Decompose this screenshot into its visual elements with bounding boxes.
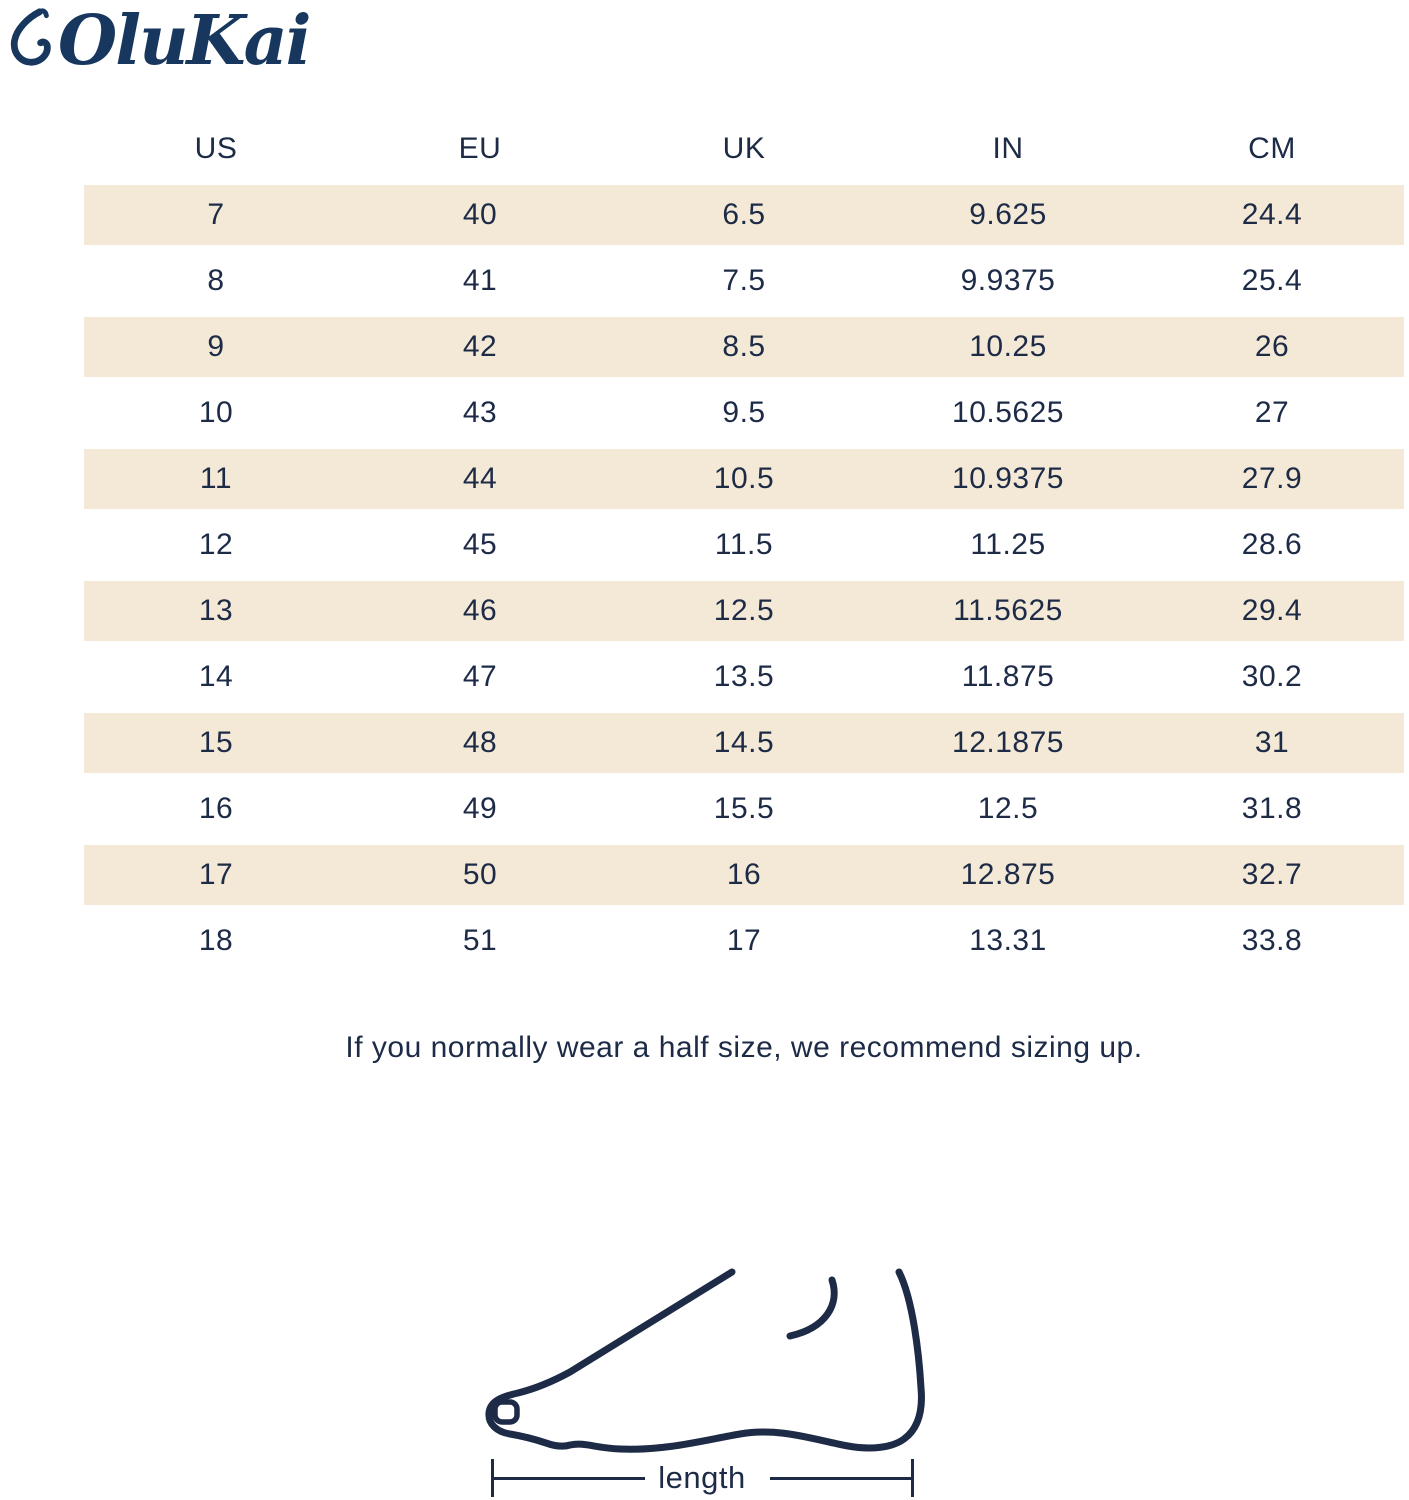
table-cell: 12 <box>198 528 234 561</box>
table-cell: 17 <box>198 858 234 891</box>
column-header-in: IN <box>992 132 1024 165</box>
table-cell: 12.5 <box>977 792 1039 825</box>
size-table <box>84 116 1404 974</box>
table-cell: 11.25 <box>970 528 1046 561</box>
table-row <box>84 578 1404 644</box>
table-cell: 14.5 <box>713 726 775 759</box>
table-cell: 9.625 <box>969 198 1047 231</box>
table-cell: 43 <box>462 396 498 429</box>
table-cell: 30.2 <box>1241 660 1303 693</box>
table-cell: 45 <box>462 528 498 561</box>
table-cell: 10 <box>198 396 234 429</box>
table-cell: 48 <box>462 726 498 759</box>
table-cell: 49 <box>462 792 498 825</box>
table-cell: 46 <box>462 594 498 627</box>
table-cell: 13.5 <box>713 660 775 693</box>
table-cell: 9.5 <box>722 396 766 429</box>
table-cell: 24.4 <box>1241 198 1303 231</box>
ankle-line <box>790 1280 834 1336</box>
table-cell: 12.5 <box>713 594 775 627</box>
table-row <box>84 644 1404 710</box>
table-cell: 41 <box>462 264 498 297</box>
table-cell: 31 <box>1254 726 1290 759</box>
table-cell: 42 <box>462 330 498 363</box>
dimension-line <box>492 1477 645 1480</box>
length-label: length <box>658 1460 746 1495</box>
table-cell: 13 <box>198 594 234 627</box>
table-cell: 11 <box>199 462 233 495</box>
table-row <box>84 380 1404 446</box>
table-cell: 11.5625 <box>953 594 1063 627</box>
table-cell: 47 <box>462 660 498 693</box>
table-cell: 33.8 <box>1241 924 1303 957</box>
table-row <box>84 908 1404 974</box>
table-cell: 15 <box>198 726 234 759</box>
column-header-cm: CM <box>1248 132 1296 165</box>
table-row <box>84 512 1404 578</box>
table-cell: 29.4 <box>1241 594 1303 627</box>
table-cell: 27.9 <box>1241 462 1303 495</box>
table-cell: 50 <box>462 858 498 891</box>
table-cell: 12.1875 <box>952 726 1064 759</box>
table-cell: 11.875 <box>961 660 1055 693</box>
table-cell: 31.8 <box>1241 792 1303 825</box>
table-cell: 44 <box>462 462 498 495</box>
table-row <box>84 314 1404 380</box>
olukai-logo <box>6 1 310 81</box>
table-cell: 16 <box>198 792 234 825</box>
table-cell: 15.5 <box>713 792 775 825</box>
column-header-uk: UK <box>722 132 766 165</box>
table-cell: 10.5 <box>713 462 775 495</box>
table-cell: 12.875 <box>960 858 1056 891</box>
column-header-us: US <box>194 132 238 165</box>
table-cell: 16 <box>726 858 762 891</box>
table-row <box>84 776 1404 842</box>
dimension-tick <box>911 1459 914 1497</box>
table-cell: 7.5 <box>722 264 766 297</box>
foot-outline <box>489 1272 922 1449</box>
table-cell: 10.25 <box>969 330 1047 363</box>
table-cell: 51 <box>462 924 498 957</box>
table-cell: 18 <box>198 924 234 957</box>
table-cell: 14 <box>198 660 234 693</box>
column-header-eu: EU <box>458 132 502 165</box>
table-cell: 7 <box>207 198 225 231</box>
table-row <box>84 182 1404 248</box>
table-cell: 13.31 <box>969 924 1047 957</box>
fishhook-icon <box>6 6 52 66</box>
table-cell: 10.5625 <box>952 396 1064 429</box>
table-cell: 11.5 <box>714 528 774 561</box>
table-cell: 9.9375 <box>960 264 1056 297</box>
dimension-line <box>770 1477 913 1480</box>
table-row <box>84 842 1404 908</box>
foot-illustration <box>470 1262 940 1457</box>
table-cell: 27 <box>1254 396 1290 429</box>
table-header-row <box>84 116 1404 182</box>
table-cell: 10.9375 <box>952 462 1064 495</box>
table-row <box>84 710 1404 776</box>
table-cell: 8.5 <box>722 330 766 363</box>
table-cell: 17 <box>726 924 762 957</box>
table-row <box>84 446 1404 512</box>
table-cell: 6.5 <box>722 198 766 231</box>
table-row <box>84 248 1404 314</box>
toenail <box>495 1402 517 1422</box>
table-cell: 25.4 <box>1241 264 1303 297</box>
table-cell: 9 <box>207 330 225 363</box>
logo-text: OluKai <box>58 1 310 81</box>
table-cell: 8 <box>207 264 225 297</box>
table-cell: 40 <box>462 198 498 231</box>
sizing-note: If you normally wear a half size, we recommend sizing up. <box>345 1031 1143 1064</box>
table-cell: 32.7 <box>1241 858 1303 891</box>
table-cell: 26 <box>1254 330 1290 363</box>
table-cell: 28.6 <box>1241 528 1303 561</box>
